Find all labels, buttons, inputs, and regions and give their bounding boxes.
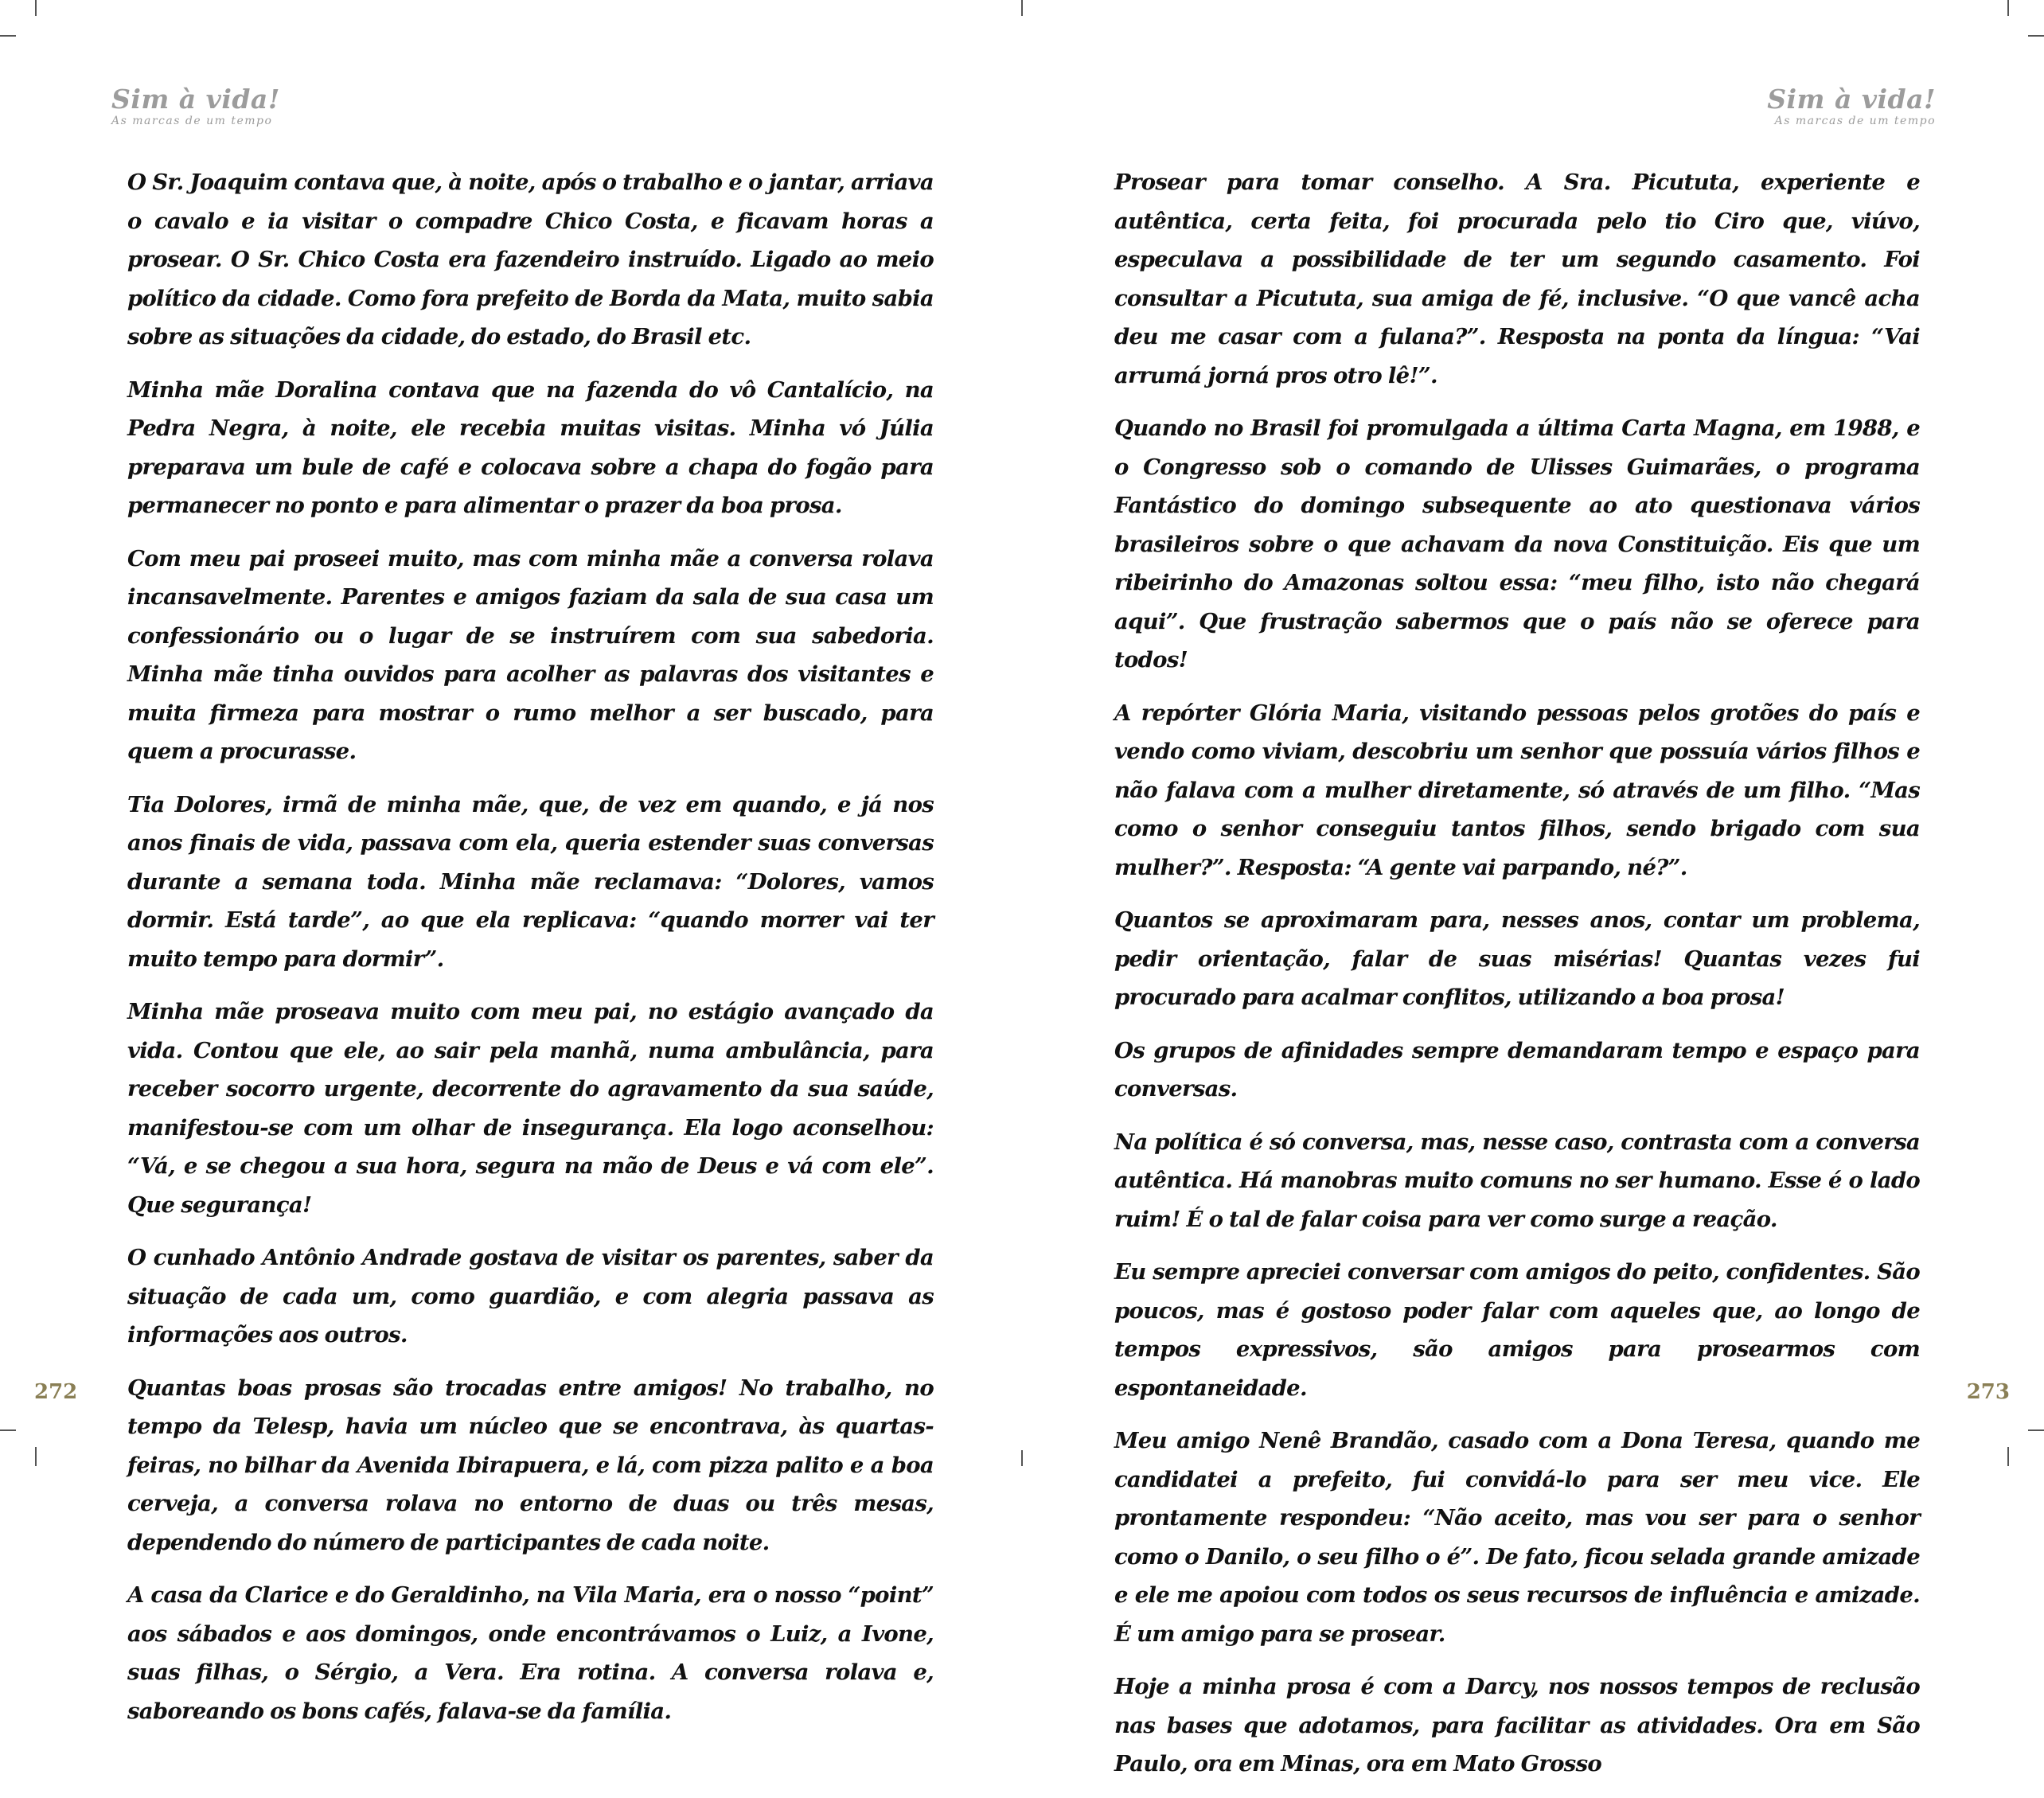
paragraph: Quantos se aproximaram para, nesses anos, contar um problema, pedir orientação, falar de suas misérias! Quantas vezes fui procurado para acalmar conflitos, utilizando a boa prosa!: [1114, 907, 1920, 1010]
book-title: Sim à vida!: [111, 84, 280, 115]
paragraph: Com meu pai proseei muito, mas com minha mãe a conversa rolava incansavelmente. Parentes e amigos faziam da sala de sua casa um confessionário ou o lugar de se instruírem com sua sabedoria. Minha mãe tinha ouvidos para acolher as palavras dos visitantes e muita firmeza para mostrar o rumo melhor a ser buscado, para quem a procurasse.: [127, 545, 934, 764]
running-header: [1767, 84, 1936, 128]
paragraph: Minha mãe Doralina contava que na fazenda do vô Cantalício, na Pedra Negra, à noite, ele recebia muitas visitas. Minha vó Júlia preparava um bule de café e colocava sobre a chapa do fogão para permanecer no ponto e para alimentar o prazer da boa prosa.: [127, 376, 934, 518]
right-page: [1022, 0, 2044, 1777]
paragraph: A repórter Glória Maria, visitando pessoas pelos grotões do país e vendo como viviam, descobriu um senhor que possuía vários filhos e não falava com a mulher diretamente, só através de um filho. “Mas como o senhor conseguiu tantos filhos, sendo brigado com sua mulher?”. Resposta: “A gente vai parpando, né?”.: [1114, 700, 1920, 880]
paragraph: Na política é só conversa, mas, nesse caso, contrasta com a conversa autêntica. Há manobras muito comuns no ser humano. Esse é o lado ruim! É o tal de falar coisa para ver como surge a reação.: [1114, 1129, 1920, 1232]
left-page: [0, 0, 1022, 1724]
paragraph: Quando no Brasil foi promulgada a última Carta Magna, em 1988, e o Congresso sob o comando de Ulisses Guimarães, o programa Fantástico do domingo subsequente ao ato questionava vários brasileiros sobre o que achavam da nova Constituição. Eis que um ribeirinho do Amazonas soltou essa: “meu filho, isto não chegará aqui”. Que frustração sabermos que o país não se oferece para todos!: [1114, 415, 1920, 673]
paragraph: Minha mãe proseava muito com meu pai, no estágio avançado da vida. Contou que ele, ao sair pela manhã, numa ambulância, para receber socorro urgente, decorrente do agravamento da sua saúde, manifestou-se com um olhar de insegurança. Ela logo aconselhou: “Vá, e se chegou a sua hora, segura na mão de Deus e vá com ele”. Que segurança!: [127, 999, 934, 1218]
paragraph: A casa da Clarice e do Geraldinho, na Vila Maria, era o nosso “point” aos sábados e aos domingos, onde encontrávamos o Luiz, a Ivone, suas filhas, o Sérgio, a Vera. Era rotina. A conversa rolava e, saboreando os bons cafés, falava-se da família.: [127, 1582, 934, 1724]
paragraph: O Sr. Joaquim contava que, à noite, após o trabalho e o jantar, arriava o cavalo e ia visitar o compadre Chico Costa, e ficavam horas a prosear. O Sr. Chico Costa era fazendeiro instruído. Ligado ao meio político da cidade. Como fora prefeito de Borda da Mata, muito sabia sobre as situações da cidade, do estado, do Brasil etc.: [127, 170, 934, 349]
book-subtitle: As marcas de um tempo: [111, 115, 273, 127]
running-header: [111, 84, 280, 128]
paragraph: Prosear para tomar conselho. A Sra. Picututa, experiente e autêntica, certa feita, foi procurada pelo tio Ciro que, viúvo, especulava a possibilidade de ter um segundo casamento. Foi consultar a Picututa, sua amiga de fé, inclusive. “O que vancê acha deu me casar com a fulana?”. Resposta na ponta da língua: “Vai arrumá jorná pros otro lê!”.: [1114, 170, 1920, 388]
paragraph: Meu amigo Nenê Brandão, casado com a Dona Teresa, quando me candidatei a prefeito, fui convidá-lo para ser meu vice. Ele prontamente respondeu: “Não aceito, mas vou ser para o senhor como o Danilo, o seu filho o é”. De fato, ficou selada grande amizade e ele me apoiou com todos os seus recursos de influência e amizade. É um amigo para se prosear.: [1114, 1428, 1920, 1647]
body-text: [127, 163, 934, 1745]
paragraph: O cunhado Antônio Andrade gostava de visitar os parentes, saber da situação de cada um, como guardião, e com alegria passava as informações aos outros.: [127, 1245, 934, 1348]
paragraph: Quantas boas prosas são trocadas entre amigos! No trabalho, no tempo da Telesp, havia um núcleo que se encontrava, às quartas-feiras, no bilhar da Avenida Ibirapuera, e lá, com pizza palito e a boa cerveja, a conversa rolava no entorno de duas ou três mesas, dependendo do número de participantes de cada noite.: [127, 1375, 934, 1555]
page-number: 273: [1966, 1380, 2010, 1404]
page-number: 272: [34, 1380, 78, 1404]
paragraph: Hoje a minha prosa é com a Darcy, nos nossos tempos de reclusão nas bases que adotamos, para facilitar as atividades. Ora em São Paulo, ora em Minas, ora em Mato Grosso: [1114, 1674, 1920, 1777]
paragraph: Eu sempre apreciei conversar com amigos do peito, confidentes. São poucos, mas é gostoso poder falar com aqueles que, ao longo de tempos expressivos, são amigos para prosearmos com espontaneidade.: [1114, 1259, 1920, 1401]
paragraph: Os grupos de afinidades sempre demandaram tempo e espaço para conversas.: [1114, 1037, 1920, 1102]
body-text: [1114, 163, 1920, 1798]
book-subtitle: As marcas de um tempo: [1774, 115, 1936, 127]
paragraph: Tia Dolores, irmã de minha mãe, que, de vez em quando, e já nos anos finais de vida, passava com ela, queria estender suas conversas durante a semana toda. Minha mãe reclamava: “Dolores, vamos dormir. Está tarde”, ao que ela replicava: “quando morrer vai ter muito tempo para dormir”.: [127, 791, 934, 972]
book-title: Sim à vida!: [1767, 84, 1936, 115]
